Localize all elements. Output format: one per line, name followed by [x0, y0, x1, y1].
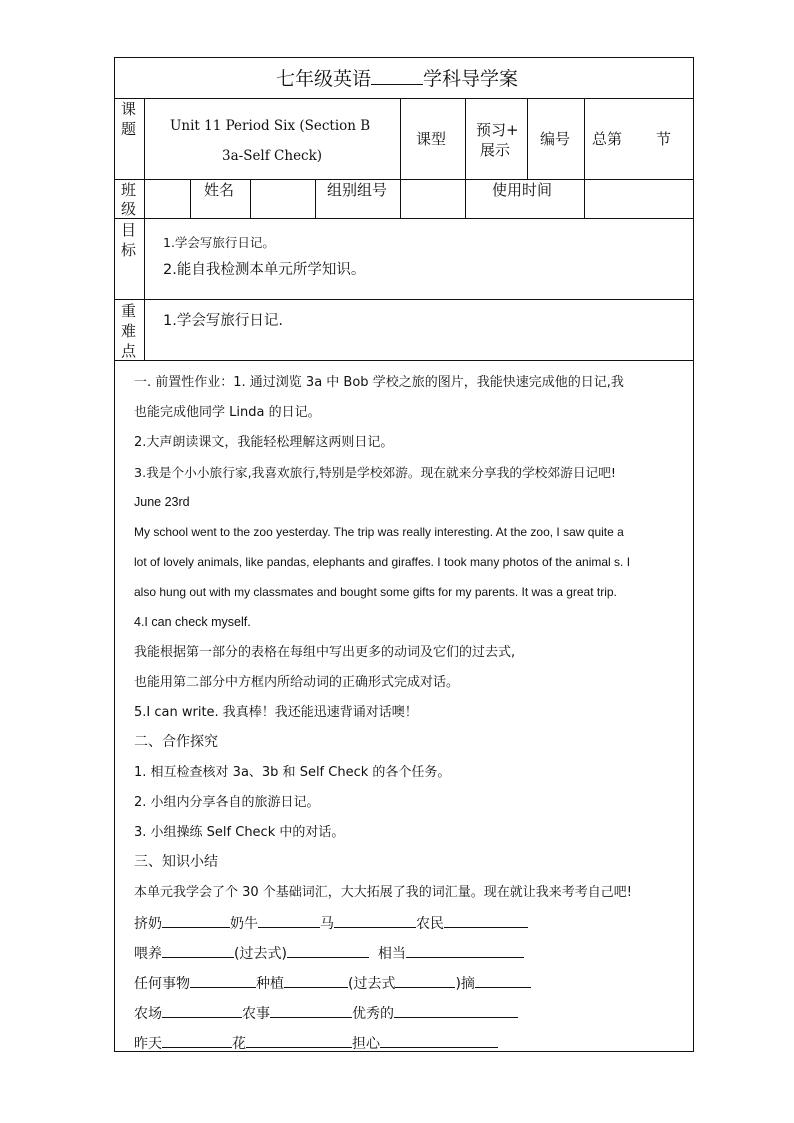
vocab-label: 喂养	[134, 946, 162, 962]
name-label: 姓名	[204, 181, 235, 199]
vocab-blank[interactable]	[270, 1004, 352, 1018]
body-line-13: 二、合作探究	[134, 734, 218, 750]
vocab-row-2	[134, 944, 524, 963]
time-field[interactable]	[585, 180, 693, 218]
vocab-blank[interactable]	[444, 914, 528, 928]
vocab-blank[interactable]	[475, 974, 531, 988]
body-line-4: 3.我是个小小旅行家,我喜欢旅行,特别是学校郊游。现在就来分享我的学校郊游日记吧!	[134, 465, 617, 480]
body-line-7: lot of lovely animals, like pandas, elephants and giraffes. I took many photos of the animal s. I	[134, 555, 631, 569]
goal-label-1: 目	[121, 221, 137, 239]
body-line-5: June 23rd	[134, 495, 190, 509]
vocab-label: 农民	[416, 916, 444, 932]
page-title	[0, 66, 794, 91]
body-line-16: 3. 小组操练 Self Check 中的对话。	[134, 825, 345, 840]
vocab-blank[interactable]	[380, 1034, 498, 1048]
body-line-10: 我能根据第一部分的表格在每组中写出更多的动词及它们的过去式,	[134, 645, 516, 660]
group-label: 组别组号	[327, 181, 388, 199]
vocab-blank[interactable]	[162, 1004, 242, 1018]
vocab-label: )摘	[455, 976, 475, 992]
number-label: 编号	[540, 130, 571, 148]
body-line-6: My school went to the zoo yesterday. The trip was really interesting. At the zoo, I saw quite a	[134, 525, 624, 539]
vocab-blank[interactable]	[162, 914, 230, 928]
type-value-1: 预习+	[476, 121, 519, 139]
key-label-2: 难	[121, 322, 137, 340]
total-label: 总第	[592, 130, 623, 148]
title-main: 七年级英语	[275, 68, 371, 90]
body-line-17: 三、知识小结	[134, 854, 218, 870]
key-label-1: 重	[121, 302, 137, 320]
vocab-blank[interactable]	[258, 914, 320, 928]
vocab-label: 农场	[134, 1006, 162, 1022]
vocab-label: 种植	[256, 976, 284, 992]
vocab-label: 昨天	[134, 1036, 162, 1052]
vocab-label: 任何事物	[134, 976, 190, 992]
vocab-blank[interactable]	[162, 1034, 232, 1048]
section-label: 节	[656, 130, 672, 148]
topic-line-2: 3a-Self Check)	[222, 148, 323, 164]
body-line-3: 2.大声朗读课文，我能轻松理解这两则日记。	[134, 435, 394, 450]
class-field[interactable]	[145, 180, 190, 218]
vocab-label: 花	[232, 1036, 246, 1052]
body-line-9: 4.I can check myself.	[134, 615, 251, 629]
body-line-14: 1. 相互检查核对 3a、3b 和 Self Check 的各个任务。	[134, 765, 451, 780]
vocab-blank[interactable]	[284, 974, 348, 988]
group-field[interactable]	[401, 180, 465, 218]
vocab-label: 相当	[377, 946, 406, 962]
vocab-blank[interactable]	[190, 974, 256, 988]
key-label-3: 点	[121, 342, 137, 360]
title-blank[interactable]	[371, 66, 423, 85]
vocab-blank[interactable]	[406, 944, 524, 958]
vocab-blank[interactable]	[394, 1004, 518, 1018]
body-line-8: also hung out with my classmates and bought some gifts for my parents. It was a great trip.	[134, 585, 617, 599]
vocab-row-4	[134, 1004, 518, 1023]
vocab-row-5	[134, 1034, 498, 1053]
body-line-11: 也能用第二部分中方框内所给动词的正确形式完成对话。	[134, 675, 460, 690]
vocab-row-1	[134, 914, 528, 933]
vocab-blank[interactable]	[334, 914, 416, 928]
type-value-2: 展示	[480, 141, 511, 159]
goal-item-1: 1.学会写旅行日记。	[163, 235, 275, 250]
name-field[interactable]	[251, 180, 315, 218]
topic-label-2: 题	[121, 120, 137, 138]
vocab-label: 奶牛	[230, 916, 258, 932]
topic-label-1: 课	[121, 100, 137, 118]
body-line-2: 也能完成他同学 Linda 的日记。	[134, 405, 321, 420]
body-line-15: 2. 小组内分享各自的旅游日记。	[134, 795, 320, 810]
title-suffix: 学科导学案	[423, 68, 519, 90]
key-item-1: 1.学会写旅行日记.	[163, 313, 283, 329]
class-label-1: 班	[121, 181, 137, 199]
vocab-label: (过去式	[348, 976, 396, 992]
topic-line-1: Unit 11 Period Six (Section B	[170, 118, 371, 134]
goal-item-2: 2.能自我检测本单元所学知识。	[163, 262, 366, 278]
time-label: 使用时间	[492, 181, 553, 199]
type-label: 课型	[416, 130, 447, 148]
class-label-2: 级	[121, 200, 137, 218]
goal-label-2: 标	[121, 241, 137, 259]
vocab-blank[interactable]	[162, 944, 234, 958]
vocab-label: 优秀的	[352, 1006, 394, 1022]
vocab-label: 马	[320, 916, 334, 932]
body-line-12: 5.I can write. 我真棒！我还能迅速背诵对话噢！	[134, 705, 418, 720]
vocab-blank[interactable]	[287, 944, 369, 958]
vocab-label: (过去式)	[234, 946, 287, 962]
vocab-label: 挤奶	[134, 916, 162, 932]
vocab-blank[interactable]	[395, 974, 455, 988]
vocab-label: 农事	[242, 1006, 270, 1022]
body-line-18: 本单元我学会了个 30 个基础词汇，大大拓展了我的词汇量。现在就让我来考考自己吧!	[134, 885, 633, 900]
vocab-row-3	[134, 974, 531, 993]
vocab-label: 担心	[352, 1036, 380, 1052]
body-line-1: 一. 前置性作业：1. 通过浏览 3a 中 Bob 学校之旅的图片，我能快速完成他的日记,我	[134, 375, 624, 390]
vocab-blank[interactable]	[246, 1034, 352, 1048]
